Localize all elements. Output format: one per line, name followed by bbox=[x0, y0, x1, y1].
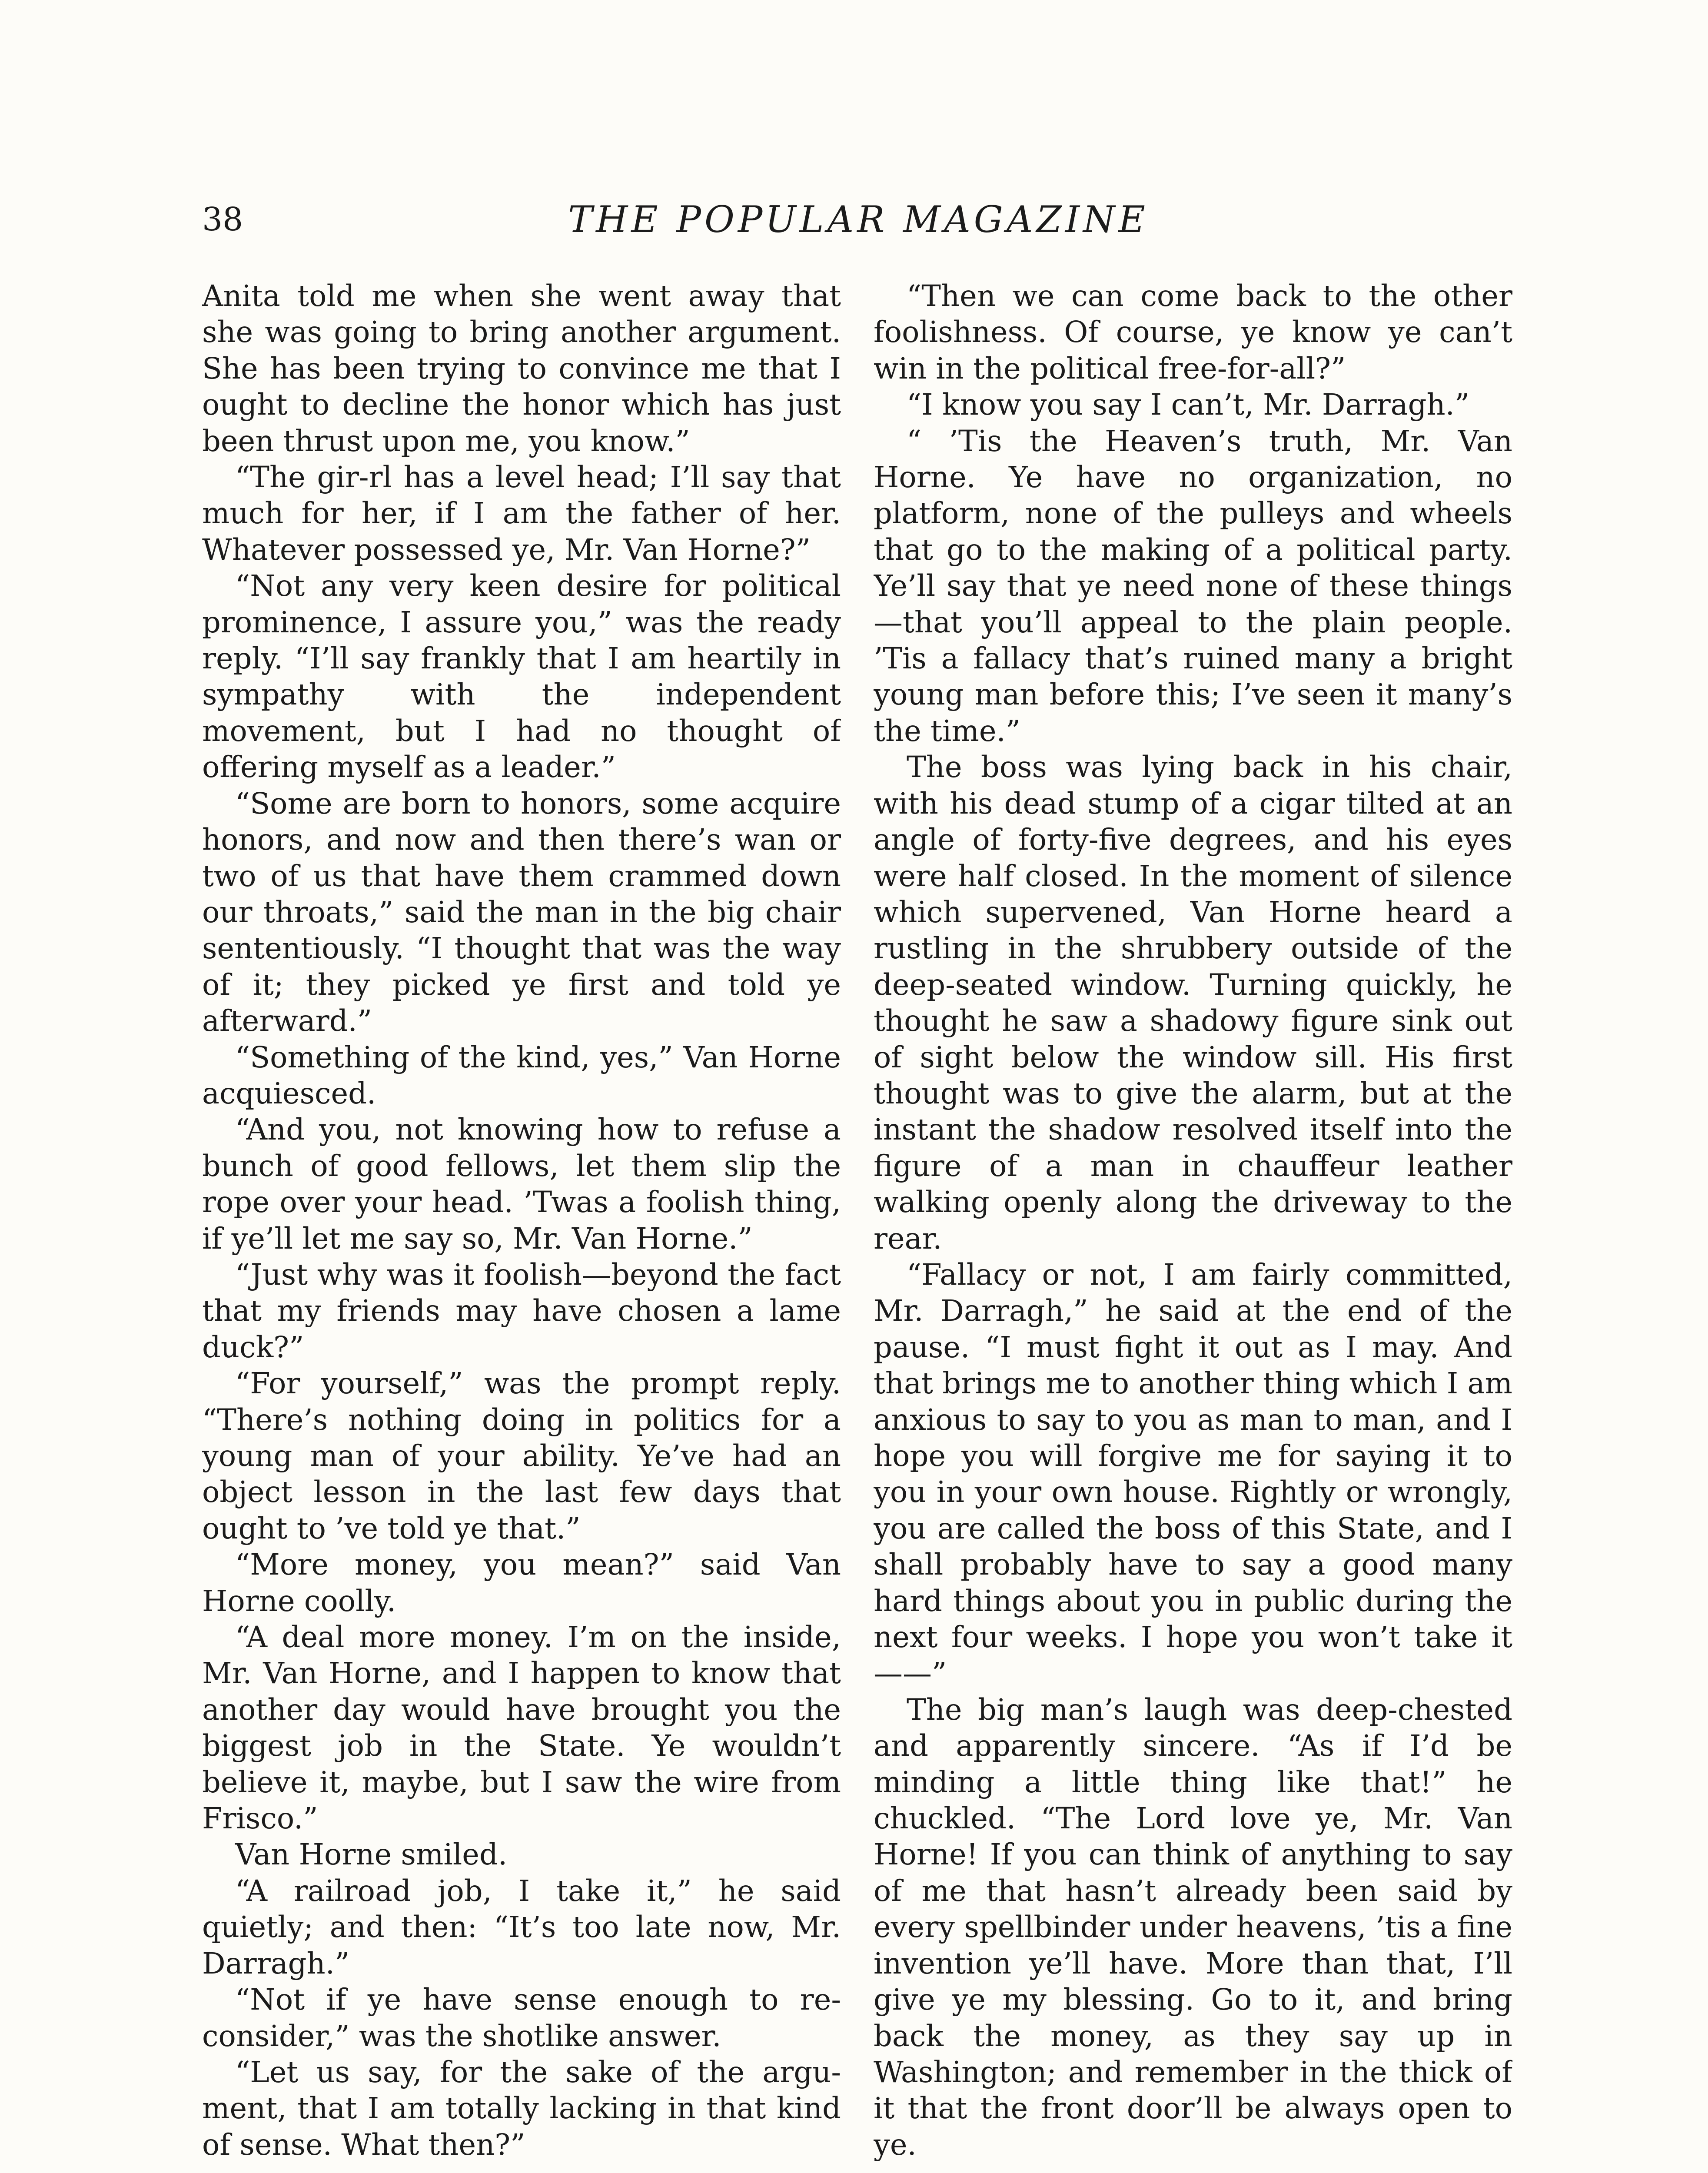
paragraph: “For yourself,” was the prompt reply. “There’s nothing doing in politics for a young man of your ability. Ye’ve had an object lesson in the last few days that ought to ’ve told ye that.” bbox=[202, 1366, 841, 1545]
paragraph: “And you, not knowing how to refuse a bunch of good fellows, let them slip the rope over your head. ’Twas a foolish thing, if ye’ll let me say so, Mr. Van Horne.” bbox=[202, 1113, 841, 1256]
paragraph: “More money, you mean?” said Van Horne coolly. bbox=[202, 1548, 841, 1618]
paragraph: Anita told me when she went away that she was going to bring another argument. She has been trying to convince me that I ought to decline the honor which has just been thrust upon me, you know.” bbox=[202, 279, 841, 458]
running-title: THE POPULAR MAGAZINE bbox=[568, 198, 1149, 241]
paragraph: “ ’Tis the Heaven’s truth, Mr. Van Horne. Ye have no organization, no platform, none of the pulleys and wheels that go to the making of a political party. Ye’ll say that ye need none of these things—that you’ll appeal to the plain people. ’Tis a fallacy that’s ruined many a bright young man before this; I’ve seen it many’s the time.” bbox=[874, 424, 1512, 748]
paragraph: “Some are born to honors, some acquire honors, and now and then there’s wan or two of us that have them crammed down our throats,” said the man in the big chair sententiously. “I thought that was the way of it; they picked ye first and told ye afterward.” bbox=[202, 786, 841, 1038]
paragraph: “A railroad job, I take it,” he said quietly; and then: “It’s too late now, Mr. Darragh.” bbox=[202, 1874, 841, 1980]
right-text-column bbox=[874, 278, 1512, 2173]
paragraph: “Something of the kind, yes,” Van Horne acquiesced. bbox=[202, 1040, 841, 1110]
paragraph: Van Horne smiled. bbox=[235, 1837, 508, 1872]
paragraph: “The gir-rl has a level head; I’ll say that much for her, if I am the father of her. Whatever possessed ye, Mr. Van Horne?” bbox=[202, 460, 841, 567]
left-text-column bbox=[202, 278, 841, 2173]
paragraph: The boss was lying back in his chair, with his dead stump of a cigar tilted at an angle of forty-five degrees, and his eyes were half closed. In the moment of silence which supervened, Van Horne heard a rustling in the shrubbery outside of the deep-seated window. Turning quickly, he thought he saw a shadowy figure sink out of sight below the window sill. His first thought was to give the alarm, but at the instant the shadow resolved itself into the figure of a man in chauffeur leather walking openly along the driveway to the rear. bbox=[874, 750, 1512, 1256]
paragraph: “A deal more money. I’m on the inside, Mr. Van Horne, and I happen to know that another day would have brought you the biggest job in the State. Ye wouldn’t believe it, maybe, but I saw the wire from Frisco.” bbox=[202, 1620, 841, 1836]
paragraph: “Fallacy or not, I am fairly committed, Mr. Darragh,” he said at the end of the pause. “I must fight it out as I may. And that brings me to another thing which I am anxious to say to you as man to man, and I hope you will forgive me for saying it to you in your own house. Rightly or wrongly, you are called the boss of this State, and I shall probably have to say a good many hard things about you in public during the next four weeks. I hope you won’t take it——” bbox=[874, 1257, 1512, 1691]
paragraph: “Then we can come back to the other foolishness. Of course, ye know ye can’t win in the political free-for-all?” bbox=[874, 279, 1512, 385]
paragraph: “I know you say I can’t, Mr. Darragh.” bbox=[907, 388, 1470, 422]
paragraph: “Just why was it foolish—beyond the fact that my friends may have chosen a lame duck?” bbox=[202, 1257, 841, 1364]
page-number: 38 bbox=[202, 201, 243, 238]
paragraph: “Not any very keen desire for political prominence, I assure you,” was the ready reply. “I’ll say frankly that I am heartily in sympathy with the independent movement, but I had no thought of offering myself as a leader.” bbox=[202, 569, 841, 784]
paragraph: “Let us say, for the sake of the argument, that I am totally lacking in that kind of sense. What then?” bbox=[202, 2055, 841, 2162]
paragraph: “Not if ye have sense enough to reconsider,” was the shotlike answer. bbox=[202, 1983, 841, 2053]
page-header bbox=[202, 198, 1515, 254]
paragraph: The big man’s laugh was deep-chested and apparently sincere. “As if I’d be minding a little thing like that!” he chuckled. “The Lord love ye, Mr. Van Horne! If you can think of anything to say of me that hasn’t already been said by every spellbinder under heavens, ’tis a fine invention ye’ll have. More than that, I’ll give ye my blessing. Go to it, and bring back the money, as they say up in Washington; and remember in the thick of it that the front door’ll be always open to ye. bbox=[874, 1692, 1512, 2162]
